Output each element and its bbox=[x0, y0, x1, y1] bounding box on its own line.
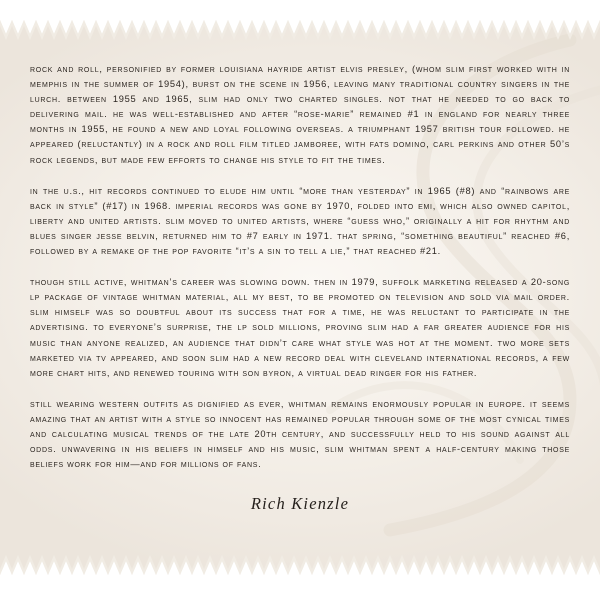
bottom-scallop-border bbox=[0, 543, 600, 595]
paragraph-1: rock and roll, personified by former louisiana hayride artist elvis presley, (whom slim first worked with in memphis in the summer of 1954), burst on the scene in 1956, leaving many traditional country singers in the lurch. between 1955 and 1965, slim had only two charted singles. not that he needed to go back to delivering mail. he was well-established and after “rose-marie” remained #1 in england for nearly three months in 1955, he found a new and loyal following overseas. a triumphant 1957 british tour followed. he appeared (reluctantly) in a rock and roll film titled jamboree, with fats domino, carl perkins and other 50’s rock legends, but made few efforts to change his style to fit the times. bbox=[30, 64, 570, 165]
paragraph-3: though still active, whitman’s career was slowing down. then in 1979, suffolk marketing released a 20-song lp package of vintage whitman material, all my best, to be promoted on television and sold via mail order. slim himself was so doubtful about its success that for a time, he was reluctant to participate in the advertising. to everyone’s surprise, the lp sold millions, proving slim had a far greater audience for his music than anyone realized, an audience that didn’t care what style was hot at the moment. two more sets marketed via tv appeared, and soon slim had a new record deal with cleveland international records, a few more chart hits, and renewed touring with son byron, a virtual dead ringer for his father. bbox=[30, 277, 570, 378]
paragraph-2: in the u.s., hit records continued to elude him until “more than yesterday” in 1965 (#8) and “rainbows are back in style” (#17) in 1968. imperial records was gone by 1970, folded into emi, which also owned capitol, liberty and united artists. slim moved to united artists, where “guess who,” originally a hit for rhythm and blues singer jesse belvin, returned him to #7 early in 1971. that spring, “something beautiful” reached #6, followed by a remake of the pop favorite “it’s a sin to tell a lie,” that reached #21. bbox=[30, 185, 570, 257]
top-scallop-border bbox=[0, 0, 600, 52]
notes-body bbox=[30, 62, 570, 532]
author-signature: Rich Kienzle bbox=[250, 494, 350, 514]
paragraph-4: still wearing western outfits as dignified as ever, whitman remains enormously popular in europe. it seems amazing that an artist with a style so innocent has remained popular through some of the most cynical times and calculating musical trends of the late 20th century, and successfully held to his sound against all odds. unwavering in his beliefs in himself and his music, slim whitman spent a half-century making those beliefs work for him—and for millions of fans. bbox=[30, 398, 570, 470]
